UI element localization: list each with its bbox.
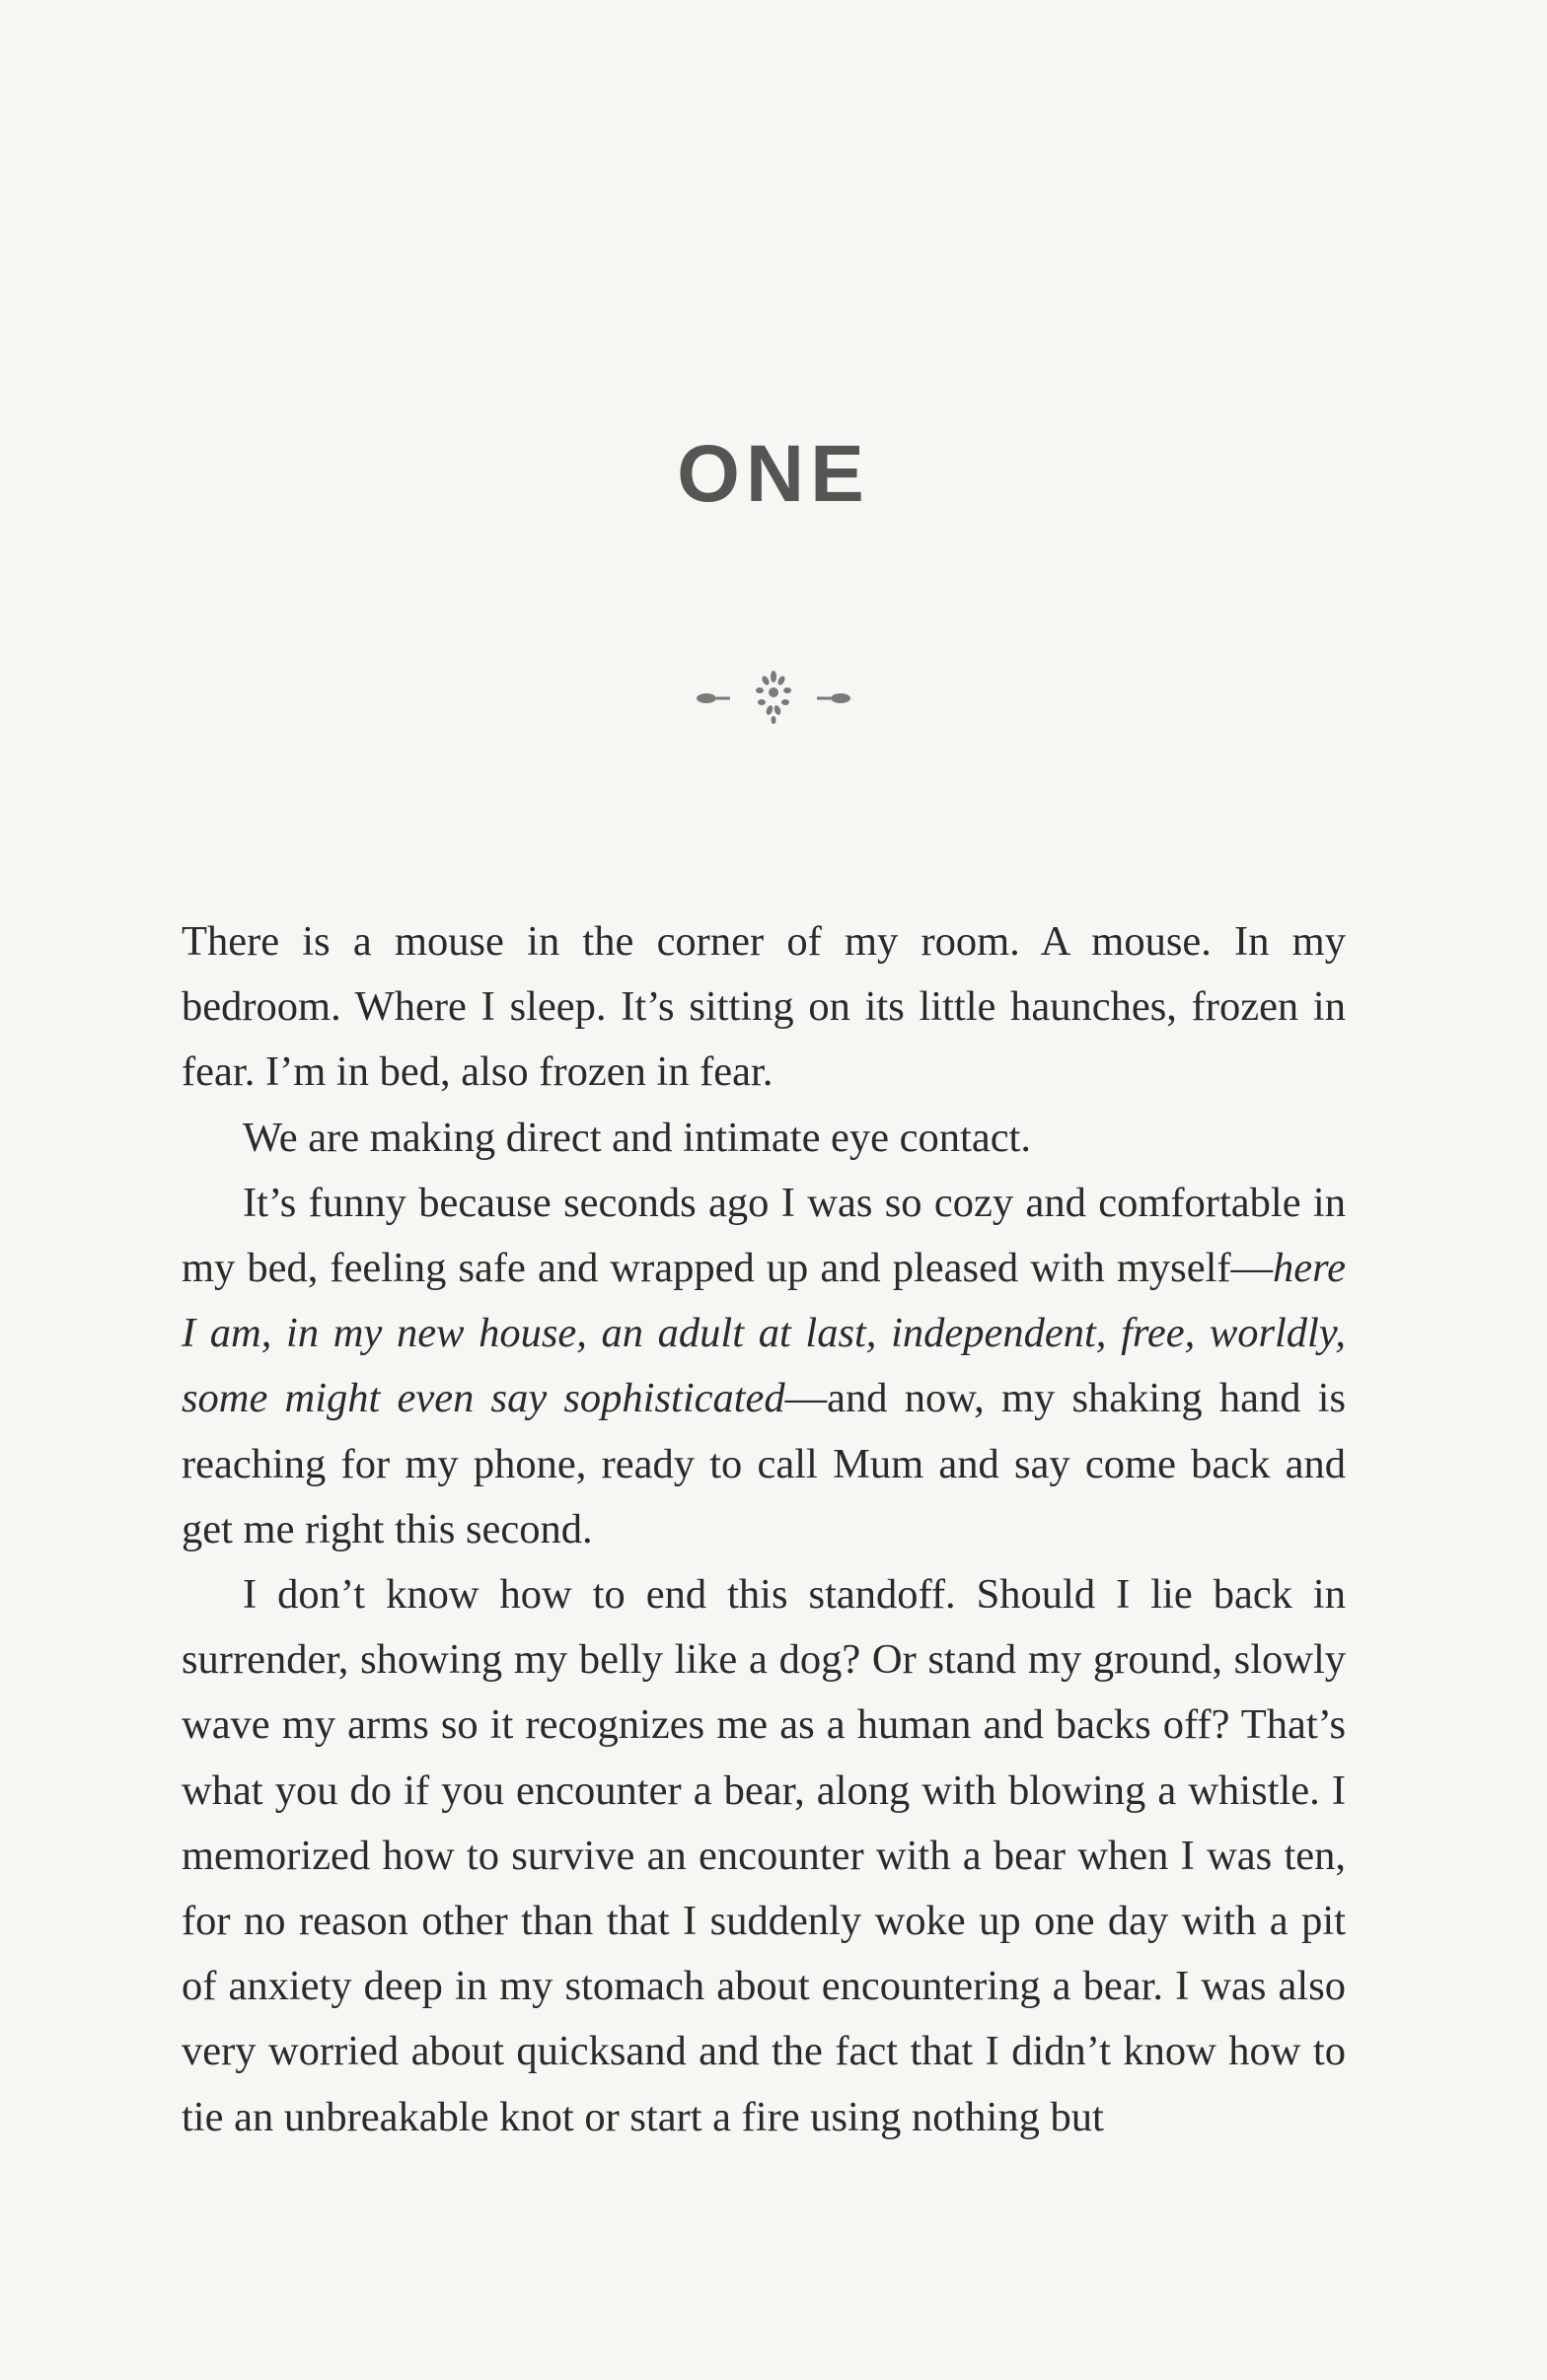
- floral-ornament-icon: [675, 659, 872, 738]
- paragraph-1: There is a mouse in the corner of my room. A mouse. In my bedroom. Where I sleep. It’s sitting on its little haunches, frozen in fear. I’m in bed, also frozen in fear.: [182, 918, 1346, 1096]
- paragraph-3-end: —and now, my shaking hand is reaching for my phone, ready to call Mum and say come back and get me right this second.: [182, 1375, 1346, 1552]
- paragraph-4: I don’t know how to end this standoff. Should I lie back in surrender, showing my belly like a dog? Or stand my ground, slowly wave my arms so it recognizes me as a human and backs off? That’s what you do if you encounter a bear, along with blowing a whistle. I memorized how to survive an encounter with a bear when I was ten, for no reason other than that I suddenly woke up one day with a pit of anxiety deep in my stomach about encountering a bear. I was also very worried about quicksand and the fact that I didn’t know how to tie an unbreakable knot or start a fire using nothing but: [182, 1571, 1346, 2140]
- paragraph-3-italic: here I am, in my new house, an adult at last, independent, free, worldly, some might even say sophisticated: [182, 1245, 1346, 1422]
- paragraph-2: We are making direct and intimate eye contact.: [243, 1114, 1031, 1161]
- paragraph-3-start: It’s funny because seconds ago I was so cozy and comfortable in my bed, feeling safe and wrapped up and pleased with myself—: [182, 1179, 1346, 1292]
- chapter-title: ONE: [677, 429, 870, 519]
- paragraph-3: [182, 1171, 1346, 1562]
- chapter-body: [182, 909, 1346, 2150]
